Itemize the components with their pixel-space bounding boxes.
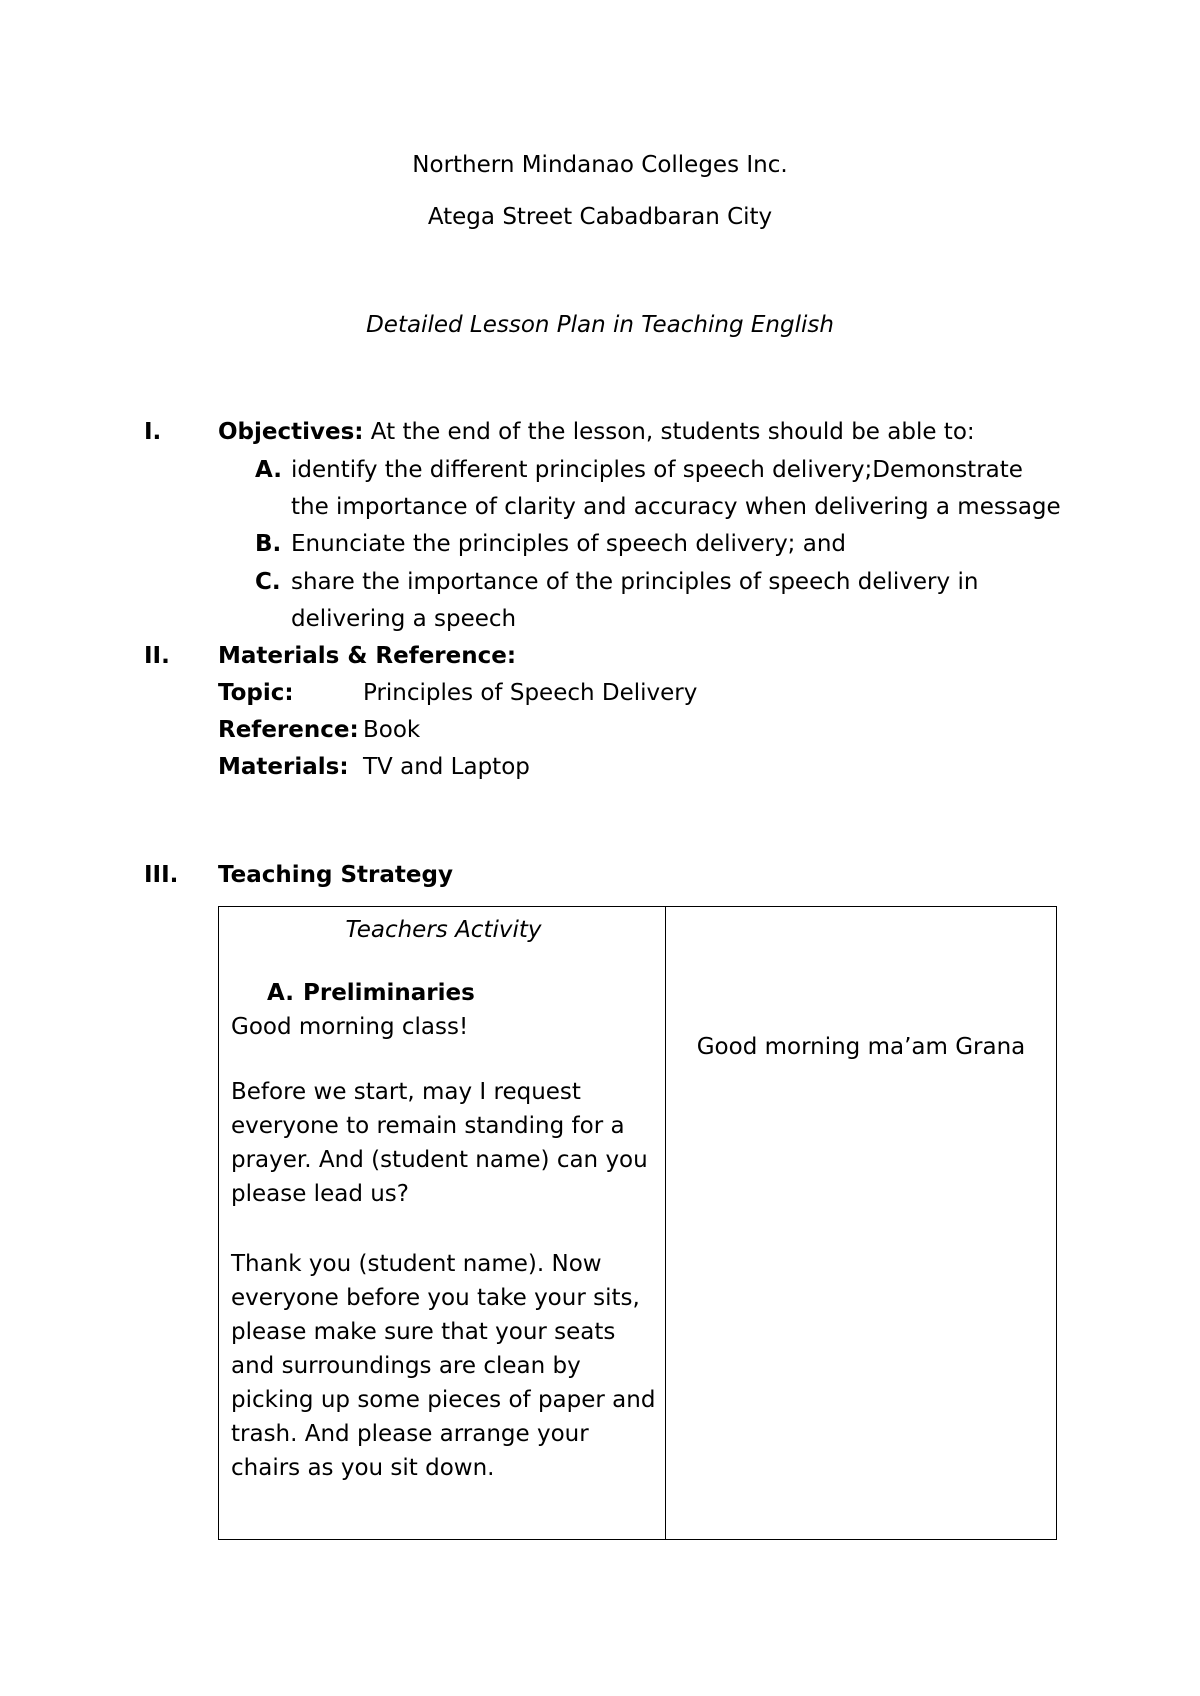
reference-value: Book <box>363 717 421 743</box>
objective-a-line-1: identify the different principles of speech delivery;Demonstrate <box>291 457 1023 483</box>
section-numeral-materials: II. <box>144 643 170 669</box>
objective-letter-b: B. <box>255 531 282 557</box>
objectives-heading <box>218 417 975 447</box>
teachers-activity-header: Teachers Activity <box>345 917 542 943</box>
section-numeral-strategy: III. <box>144 862 179 888</box>
objective-b-line-1: Enunciate the principles of speech delivery; and <box>291 531 847 557</box>
materials-label: Materials: <box>218 754 349 780</box>
topic-value: Principles of Speech Delivery <box>363 680 698 706</box>
objective-letter-c: C. <box>255 569 281 595</box>
school-address: Atega Street Cabadbaran City <box>427 204 773 230</box>
teacher-greeting: Good morning class! <box>231 1014 469 1040</box>
teacher-cleanup-paragraph: Thank you (student name). Now everyone before you take your sits, please make sure that your seats and surroundings are clean by picking up some pieces of paper and trash. And please arrange your chairs as you sit down. <box>231 1251 656 1481</box>
school-name: Northern Mindanao Colleges Inc. <box>412 152 788 178</box>
preliminaries-title: Preliminaries <box>303 980 475 1006</box>
objective-a-line-2: the importance of clarity and accuracy when delivering a message <box>291 494 1061 520</box>
materials-heading: Materials & Reference: <box>218 643 517 669</box>
section-numeral-objectives: I. <box>144 419 162 445</box>
reference-label: Reference: <box>218 717 359 743</box>
preliminaries-letter: A. <box>267 980 294 1006</box>
teacher-prayer-paragraph: Before we start, may I request everyone to remain standing for a prayer. And (student name) can you please lead us? <box>231 1079 648 1207</box>
materials-value: TV and Laptop <box>363 754 530 780</box>
objective-letter-a: A. <box>255 457 282 483</box>
objectives-intro: At the end of the lesson, students should be able to: <box>363 419 975 445</box>
objectives-label: Objectives: <box>218 419 364 445</box>
objective-c-line-1: share the importance of the principles of speech delivery in <box>291 569 979 595</box>
topic-label: Topic: <box>218 680 294 706</box>
strategy-heading: Teaching Strategy <box>218 862 453 888</box>
document-title: Detailed Lesson Plan in Teaching English <box>366 312 834 338</box>
objective-c-line-2: delivering a speech <box>291 606 517 632</box>
teaching-strategy-table <box>218 906 1057 1540</box>
student-response-greeting: Good morning ma’am Grana <box>696 1034 1026 1060</box>
table-column-divider <box>665 907 666 1539</box>
